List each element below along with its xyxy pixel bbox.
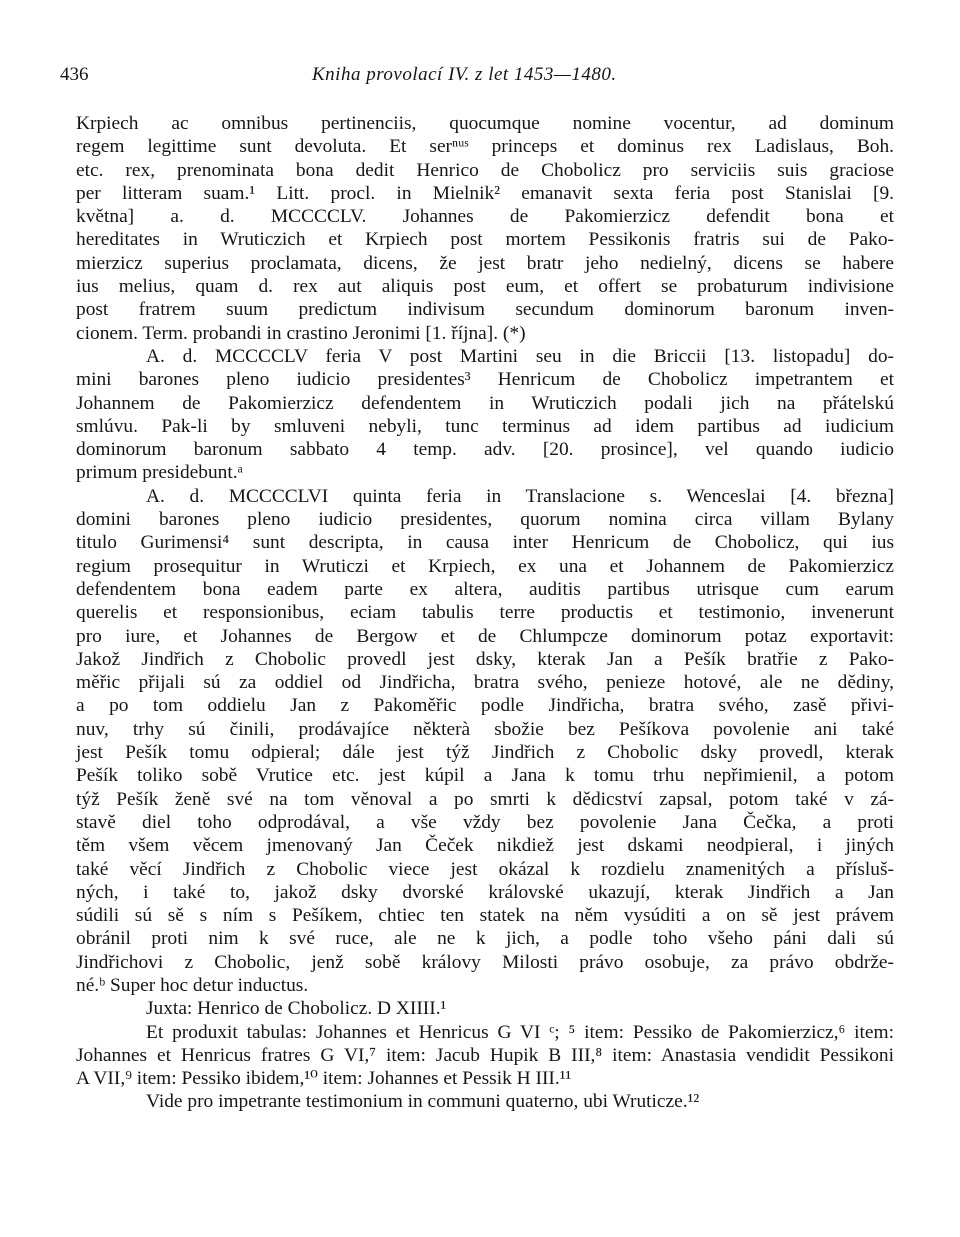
- text-line: post fratrem suum predictum indivisum secundum dominorum baronum inven-: [76, 299, 894, 321]
- text-line: Pešík toliko sobě Vrutice etc. jest kúpil a Jana k tomu trhu nepřimienil, a potom: [76, 765, 894, 787]
- document-page: [60, 0, 894, 1237]
- text-line: obránil proti nim k své ruce, ale ne k jich, a podle toho všeho páni dali sú: [76, 928, 894, 950]
- page-number: 436: [60, 64, 89, 85]
- text-line: A VII,⁹ item: Pessiko ibidem,¹⁰ item: Johannes et Pessik H III.¹¹: [76, 1068, 572, 1090]
- text-line: querelis et responsionibus, eciam tabulis terre productis et testimonio, invenerunt: [76, 602, 894, 624]
- text-line: ných, i také to, jakož dsky dvorské královské ukazují, kterak Jindřich a Jan: [76, 881, 894, 903]
- text-line: domini barones pleno iudicio presidentes, quorum nomina circa villam Bylany: [76, 509, 894, 531]
- text-line: Jindřichovi z Chobolic, jenž sobě královy Milosti právo osobuje, za právo obdrže-: [76, 951, 894, 973]
- text-line: týž Pešík ženě své na tom věnoval a po smrti k dědicství zapsal, potom také v zá-: [76, 788, 894, 810]
- text-line: Vide pro impetrante testimonium in communi quaterno, ubi Wruticze.¹²: [146, 1091, 700, 1113]
- text-line: Juxta: Henrico de Chobolicz. D XIIII.¹: [146, 998, 447, 1020]
- text-line: nuv, trhy sú činili, prodávajíce některà sbožie bez Pešíkova povolenie ani také: [76, 718, 894, 740]
- text-line: května] a. d. MCCCCLV. Johannes de Pakomierzicz defendit bona et: [76, 206, 894, 228]
- text-line: né.ᵇ Super hoc detur inductus.: [76, 974, 309, 996]
- text-line: A. d. MCCCCLV feria V post Martini seu in die Briccii [13. listopadu] do-: [146, 345, 894, 367]
- text-line: mini barones pleno iudicio presidentes³ Henricum de Chobolicz impetrantem et: [76, 369, 894, 391]
- text-line: také věcí Jindřich z Chobolic viece jest okázal k rozdielu znamenitých a přísluš-: [76, 858, 894, 880]
- text-line: Et produxit tabulas: Johannes et Henricus G VI ᶜ; ⁵ item: Pessiko de Pakomierzicz,⁶ item:: [146, 1021, 894, 1043]
- text-line: A. d. MCCCCLVI quinta feria in Translacione s. Wenceslai [4. března]: [146, 485, 894, 507]
- text-line: regium prosequitur in Wruticzi et Krpiech, ex una et Johannem de Pakomierzicz: [76, 555, 894, 577]
- text-line: těm všem věcem jmenovaný Jan Čeček nikdiež jest dskami neodpieral, i jiných: [76, 835, 894, 857]
- text-line: etc. rex, prenominata bona dedit Henrico de Chobolicz pro serviciis suis graciose: [76, 159, 894, 181]
- text-line: ius melius, quam d. rex aut aliquis post eum, et offert se probaturum indivisione: [76, 276, 894, 298]
- text-line: per litteram suam.¹ Litt. procl. in Mielnik² emanavit sexta feria post Stanislai [9.: [76, 182, 894, 204]
- text-line: dominorum baronum sabbato 4 temp. adv. [20. prosince], vel quando iudicio: [76, 439, 894, 461]
- text-line: titulo Gurimensi⁴ sunt descripta, in causa inter Henricum de Chobolicz, qui ius: [76, 532, 894, 554]
- text-line: Krpiech ac omnibus pertinenciis, quocumque nomine vocentur, ad dominum: [76, 113, 894, 134]
- running-title: Kniha provolací IV. z let 1453—1480.: [312, 64, 617, 85]
- text-line: Johannes et Henricus fratres G VI,⁷ item: Jacub Hupik B III,⁸ item: Anastasia vendidit Pessikoni: [76, 1044, 894, 1066]
- text-line: měřic přijali sú za oddiel od Jindřicha, bratra svého, penieze hotové, ale ne dědiny,: [76, 672, 894, 694]
- text-line: stavě diel toho odprodával, a vše vždy bez povolenie Jana Čečka, a proti: [76, 811, 894, 833]
- text-line: pro iure, et Johannes de Bergow et de Chlumpcze dominorum potaz exportavit:: [76, 625, 894, 647]
- text-line: a po tom oddielu Jan z Pakoměřic podle Jindřicha, bratra svého, zasě přivi-: [76, 695, 894, 717]
- text-line: súdili sú sě s ním s Pešíkem, chtiec ten statek na něm vysúditi a on sě jest právem: [76, 905, 894, 927]
- running-header: [60, 64, 894, 88]
- text-line: Jakož Jindřich z Chobolic provedl jest dsky, kterak Jan a Pešík bratřie z Pako-: [76, 648, 894, 670]
- text-line: jest Pešík tomu odpieral; dále jest týž Jindřich z Chobolic dsky provedl, kterak: [76, 742, 894, 764]
- text-line: smlúvu. Pak-li by smluveni nebyli, tunc terminus ad idem partibus ad iudicium: [76, 415, 894, 437]
- text-line: hereditates in Wruticzich et Krpiech post mortem Pessikonis fratris sui de Pako-: [76, 229, 894, 251]
- text-line: cionem. Term. probandi in crastino Jeronimi [1. října]. (*): [76, 322, 526, 344]
- text-line: defendentem bona eadem parte ex altera, auditis partibus utrisque cum earum: [76, 578, 894, 600]
- text-line: mierzicz superius proclamata, dicens, že jest bratr jeho nedielný, dicens se habere: [76, 252, 894, 274]
- text-line: primum presidebunt.ᵃ: [76, 462, 243, 484]
- body-text: [76, 112, 894, 1114]
- text-line: regem legittime sunt devoluta. Et serⁿᵘˢ princeps et dominus rex Ladislaus, Boh.: [76, 136, 894, 158]
- text-line: Johannem de Pakomierzicz defendentem in Wruticzich podali jich na přátelskú: [76, 392, 894, 414]
